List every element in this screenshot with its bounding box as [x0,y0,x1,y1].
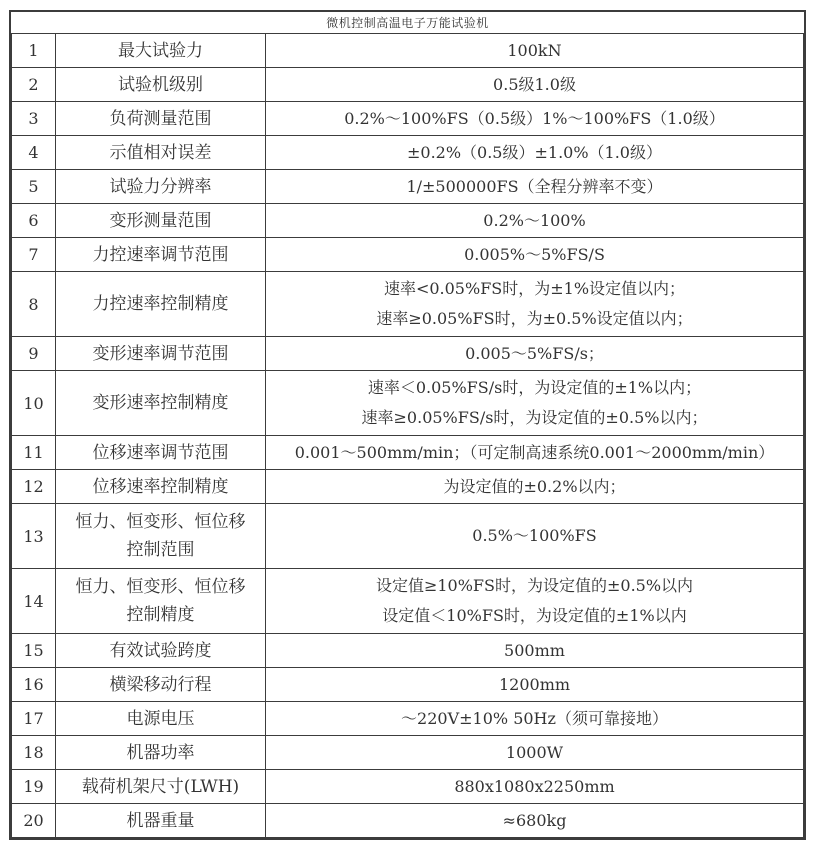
param-value: 设定值≥10%FS时，为设定值的±0.5%以内 设定值＜10%FS时，为设定值的±1%以内 [266,569,804,633]
row-number: 18 [11,736,56,769]
row-number: 3 [11,102,56,135]
row-number: 8 [11,272,56,336]
row-number: 11 [11,436,56,469]
row-number: 4 [11,136,56,169]
param-value: 0.2%～100%FS（0.5级）1%～100%FS（1.0级） [266,102,804,135]
table-row [11,34,804,68]
param-value: 880x1080x2250mm [266,770,804,803]
table-row [11,68,804,102]
row-number: 5 [11,170,56,203]
table-row [11,504,804,569]
param-name: 机器功率 [56,736,266,769]
param-name: 变形速率调节范围 [56,337,266,370]
param-value: 0.2%～100% [266,204,804,237]
table-row [11,337,804,371]
row-number: 6 [11,204,56,237]
row-number: 2 [11,68,56,101]
param-name: 示值相对误差 [56,136,266,169]
row-number: 12 [11,470,56,503]
row-number: 17 [11,702,56,735]
table-row [11,272,804,337]
param-name: 负荷测量范围 [56,102,266,135]
param-value: 0.5级1.0级 [266,68,804,101]
row-number: 10 [11,371,56,435]
param-name: 电源电压 [56,702,266,735]
param-name: 恒力、恒变形、恒位移 控制范围 [56,504,266,568]
row-number: 20 [11,804,56,837]
table-row [11,804,804,838]
param-value: 速率＜0.05%FS/s时，为设定值的±1%以内； 速率≥0.05%FS/s时，为设定值的±0.5%以内； [266,371,804,435]
param-value: 1200mm [266,668,804,701]
param-value: 速率<0.05%FS时，为±1%设定值以内； 速率≥0.05%FS时，为±0.5%设定值以内； [266,272,804,336]
table-row [11,102,804,136]
table-row [11,702,804,736]
table-row [11,569,804,634]
table-row [11,634,804,668]
param-value: 0.005%～5%FS/S [266,238,804,271]
param-value: 0.001～500mm/min；（可定制高速系统0.001～2000mm/min） [266,436,804,469]
param-value: 0.5%～100%FS [266,504,804,568]
param-name: 有效试验跨度 [56,634,266,667]
param-value: 500mm [266,634,804,667]
table-title-row [11,12,804,34]
param-name: 横梁移动行程 [56,668,266,701]
param-name: 变形测量范围 [56,204,266,237]
param-value: 为设定值的±0.2%以内； [266,470,804,503]
param-value: 0.005～5%FS/s； [266,337,804,370]
spec-table-body [11,34,804,838]
row-number: 14 [11,569,56,633]
param-value: ～220V±10% 50Hz（须可靠接地） [266,702,804,735]
spec-table [9,10,806,840]
param-name: 试验机级别 [56,68,266,101]
param-name: 力控速率调节范围 [56,238,266,271]
table-row [11,436,804,470]
param-name: 机器重量 [56,804,266,837]
table-row [11,136,804,170]
table-row [11,736,804,770]
table-row [11,668,804,702]
param-name: 恒力、恒变形、恒位移 控制精度 [56,569,266,633]
param-value: ≈680kg [266,804,804,837]
row-number: 15 [11,634,56,667]
table-row [11,770,804,804]
table-row [11,470,804,504]
param-name: 位移速率控制精度 [56,470,266,503]
param-value: 1/±500000FS（全程分辨率不变） [266,170,804,203]
param-value: ±0.2%（0.5级）±1.0%（1.0级） [266,136,804,169]
table-row [11,204,804,238]
table-row [11,371,804,436]
table-title: 微机控制高温电子万能试验机 [326,16,489,30]
table-row [11,238,804,272]
row-number: 16 [11,668,56,701]
param-name: 位移速率调节范围 [56,436,266,469]
row-number: 7 [11,238,56,271]
param-value: 1000W [266,736,804,769]
row-number: 13 [11,504,56,568]
param-name: 最大试验力 [56,34,266,67]
table-row [11,170,804,204]
param-name: 变形速率控制精度 [56,371,266,435]
param-name: 力控速率控制精度 [56,272,266,336]
param-name: 载荷机架尺寸(LWH) [56,770,266,803]
param-value: 100kN [266,34,804,67]
row-number: 1 [11,34,56,67]
param-name: 试验力分辨率 [56,170,266,203]
row-number: 19 [11,770,56,803]
row-number: 9 [11,337,56,370]
